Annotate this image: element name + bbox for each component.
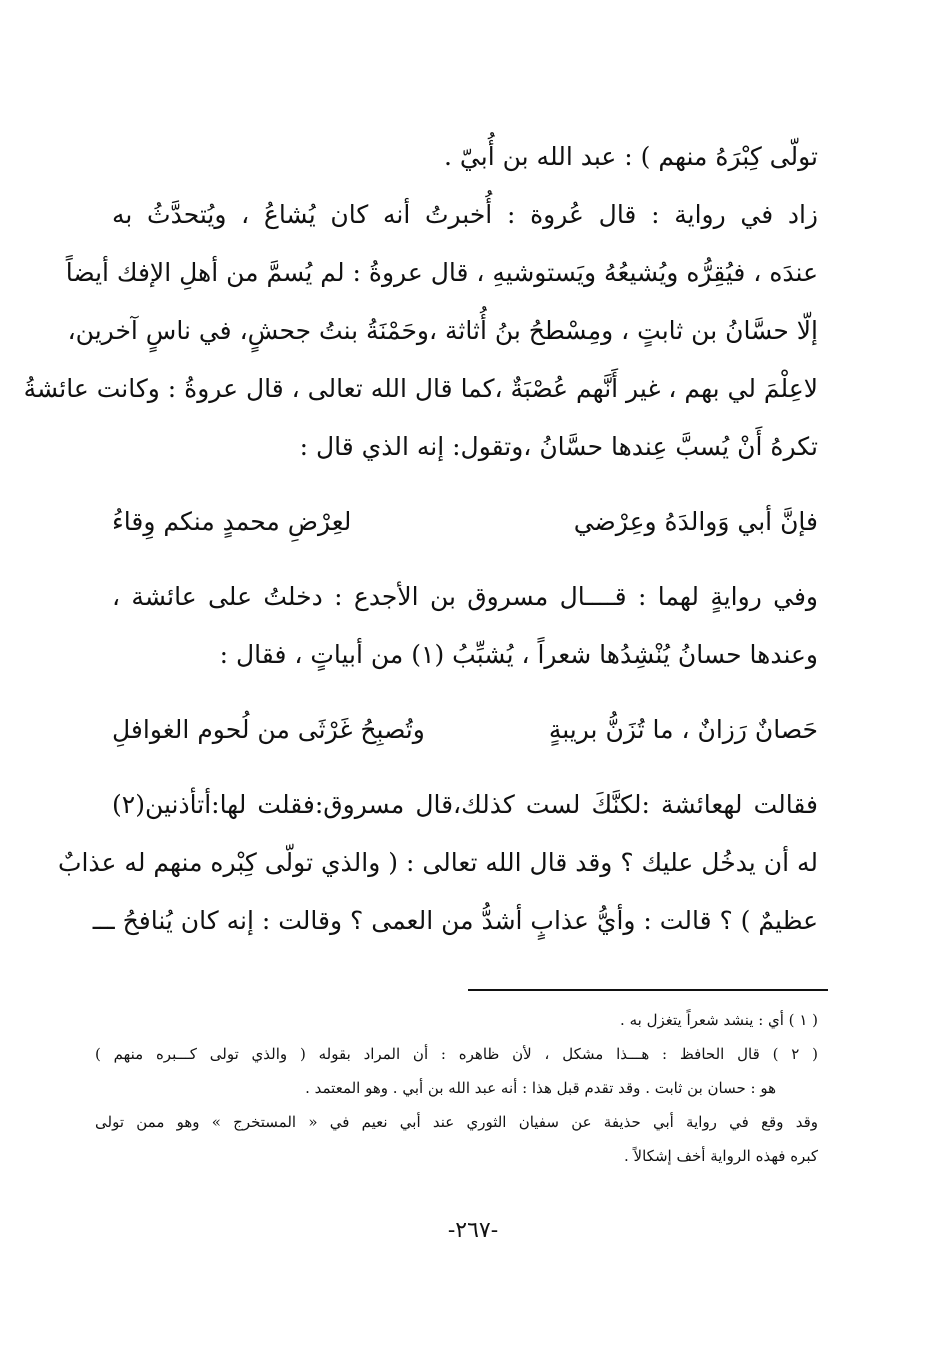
text-line: تكرهُ أَنْ يُسبَّ عِندها حسَّانُ ،وتقول: إنه الذي قال :	[299, 432, 818, 461]
poem-verse	[112, 698, 818, 762]
footnote-line: كبره فهذه الرواية أخف إشكالاً .	[624, 1147, 818, 1165]
footnote-line: وقد وقع في رواية أبي حذيفة عن سفيان الثوري عند أبي نعيم في « المستخرج » وهو ممن تولى	[95, 1113, 818, 1131]
page-number: -٢٦٧-	[447, 1218, 499, 1243]
text-line: زاد في رواية : قال عُروة : أُخبرتُ أنه كان يُشاعُ ، ويُتحدَّثُ به	[112, 200, 818, 229]
text-line: وعندها حسانُ يُنْشِدُها شعراً ، يُشبِّبُ (١) من أبياتٍ ، فقال :	[219, 640, 818, 669]
verse-second-hemistich: لعِرْضِ محمدٍ منكم وِقاءُ	[112, 507, 352, 536]
footnote-line: ( ٢ ) قال الحافظ : هـــذا مشكل ، لأن ظاهره : أن المراد بقوله ( والذي تولى كـــبره منهم )	[95, 1045, 818, 1063]
text-line: له أن يدخُل عليك ؟ وقد قال الله تعالى : ( والذي تولّى كِبْره منهم له عذابٌ	[57, 848, 818, 877]
footnotes	[95, 1003, 818, 1173]
text-line: عظيمٌ ) ؟ قالت : وأيُّ عذابٍ أشدُّ من العمى ؟ وقالت : إنه كان يُنافحُ ـــ	[92, 906, 818, 935]
footnote-line: ( ١ ) أي : ينشد شعراً يتغزل به .	[620, 1011, 818, 1029]
verse-first-hemistich: حَصانٌ رَزانٌ ، ما تُزَنُّ بريبةٍ	[548, 715, 818, 744]
verse-first-hemistich: فإنَّ أبي وَوالدَهُ وعِرْضي	[573, 507, 818, 536]
text-line: عندَه ، فيُقِرُّه ويُشيعُهُ ويَستوشيهِ ، قال عروةُ : لم يُسمَّ من أهلِ الإفك أيضاً	[65, 258, 818, 287]
text-line: إلّا حسَّانُ بن ثابتٍ ، ومِسْطحُ بنُ أُثاثة ،وحَمْنَةُ بنتُ جحشٍ، في ناسٍ آخرين،	[67, 316, 818, 345]
text-line: تولّى كِبْرَهُ منهم ) : عبد الله بن أُبيّ .	[444, 142, 818, 171]
text-line: وفي روايةٍ لهما : قــــال مسروق بن الأجدع : دخلتُ على عائشة ،	[112, 582, 818, 611]
poem-verse	[112, 490, 818, 554]
text-line: فقالت لهعائشة :لكنَّكَ لست كذلك،قال مسروق:فقلت لها:أتأذنين(٢)	[112, 790, 818, 819]
verse-second-hemistich: وتُصبِحُ غَرْثَى من لُحوم الغوافلِ	[112, 715, 425, 744]
footnote-line: هو : حسان بن ثابت . وقد تقدم قبل هذا : أنه عبد الله بن أبي . وهو المعتمد .	[305, 1079, 776, 1097]
footnote-divider	[468, 989, 828, 991]
main-text	[23, 128, 818, 950]
text-line: لاعِلْمَ لي بهم ، غير أَنَّهم عُصْبَةٌ ،كما قال الله تعالى ، قال عروةُ : وكانت عائشةُ	[23, 374, 818, 403]
